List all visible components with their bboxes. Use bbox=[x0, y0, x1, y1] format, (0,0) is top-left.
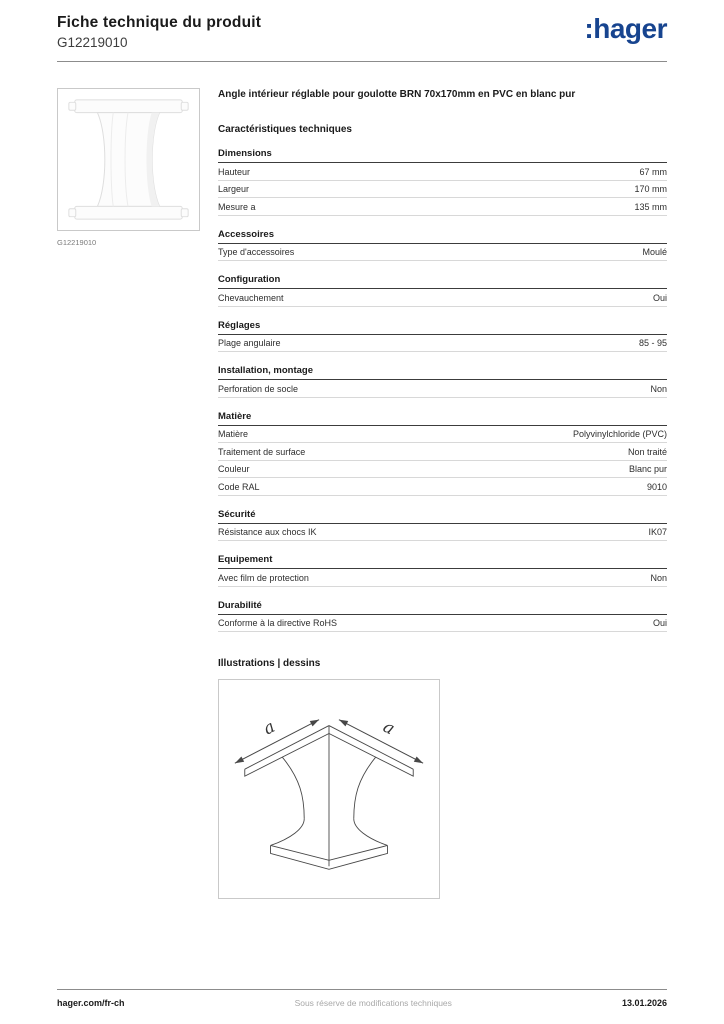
spec-label: Avec film de protection bbox=[218, 572, 309, 583]
spec-row bbox=[218, 380, 667, 398]
spec-row bbox=[218, 335, 667, 353]
spec-label: Couleur bbox=[218, 464, 250, 474]
footer-date: 13.01.2026 bbox=[621, 998, 667, 1008]
spec-row bbox=[218, 524, 667, 542]
spec-value: Moulé bbox=[642, 247, 667, 257]
spec-row bbox=[218, 443, 667, 461]
content-area bbox=[57, 88, 667, 899]
spec-row bbox=[218, 426, 667, 444]
footer-notice: Sous réserve de modifications techniques bbox=[294, 998, 452, 1008]
spec-section-title: Installation, montage bbox=[218, 365, 667, 380]
spec-row bbox=[218, 163, 667, 181]
spec-label: Perforation de socle bbox=[218, 383, 299, 394]
spec-label: Matière bbox=[218, 429, 249, 439]
spec-label: Type d'accessoires bbox=[218, 247, 295, 257]
spec-section-title: Accessoires bbox=[218, 229, 667, 244]
spec-row bbox=[218, 569, 667, 587]
header-divider bbox=[57, 61, 667, 62]
spec-row bbox=[218, 615, 667, 633]
spec-value: 170 mm bbox=[634, 184, 667, 194]
spec-label: Conforme à la directive RoHS bbox=[218, 618, 338, 628]
header-text-block bbox=[57, 14, 261, 50]
spec-column bbox=[218, 88, 667, 899]
spec-section bbox=[218, 320, 667, 353]
spec-value: 9010 bbox=[646, 481, 667, 492]
dimension-label-a-left: a bbox=[259, 716, 278, 739]
spec-section-title: Matière bbox=[218, 411, 667, 426]
spec-section bbox=[218, 274, 667, 307]
spec-section bbox=[218, 600, 667, 633]
spec-value: Oui bbox=[652, 618, 667, 628]
page-header bbox=[57, 14, 667, 50]
spec-section bbox=[218, 365, 667, 398]
spec-label: Résistance aux chocs IK bbox=[218, 527, 317, 537]
product-photo bbox=[58, 89, 199, 230]
spec-section-title: Equipement bbox=[218, 554, 667, 569]
spec-row bbox=[218, 198, 667, 216]
spec-label: Plage angulaire bbox=[218, 338, 281, 348]
spec-value: IK07 bbox=[648, 527, 667, 537]
spec-row bbox=[218, 461, 667, 479]
spec-label: Code RAL bbox=[218, 481, 260, 492]
spec-section-title: Durabilité bbox=[218, 600, 667, 615]
illustrations-heading: Illustrations | dessins bbox=[218, 658, 321, 669]
spec-label: Mesure a bbox=[218, 201, 256, 212]
hager-logo: :hager bbox=[584, 13, 667, 44]
product-photo-caption: G12219010 bbox=[57, 238, 97, 247]
page-title: Fiche technique du produit bbox=[57, 14, 262, 31]
spec-row bbox=[218, 289, 667, 307]
spec-row bbox=[218, 181, 667, 199]
technical-drawing-frame bbox=[218, 679, 440, 899]
spec-value: 135 mm bbox=[634, 201, 667, 212]
dimension-label-a-right: a bbox=[380, 716, 399, 739]
spec-section bbox=[218, 148, 667, 216]
spec-value: 85 - 95 bbox=[638, 338, 667, 348]
product-id: G12219010 bbox=[57, 35, 128, 50]
spec-section-title: Configuration bbox=[218, 274, 667, 289]
spec-label: Largeur bbox=[218, 184, 250, 194]
spec-value: Blanc pur bbox=[628, 464, 667, 474]
specs-heading: Caractéristiques techniques bbox=[218, 124, 352, 135]
product-photo-frame bbox=[57, 88, 200, 231]
spec-section bbox=[218, 411, 667, 496]
product-photo-column bbox=[57, 88, 200, 899]
spec-value: Non bbox=[650, 572, 667, 583]
spec-section bbox=[218, 554, 667, 587]
footer-website-link[interactable]: hager.com/fr-ch bbox=[57, 998, 125, 1008]
spec-section-title: Réglages bbox=[218, 320, 667, 335]
spec-section-title: Sécurité bbox=[218, 509, 667, 524]
spec-label: Hauteur bbox=[218, 166, 251, 177]
spec-row bbox=[218, 244, 667, 262]
spec-row bbox=[218, 478, 667, 496]
product-title: Angle intérieur réglable pour goulotte BRN 70x170mm en PVC en blanc pur bbox=[218, 89, 576, 100]
spec-value: Non traité bbox=[627, 446, 667, 457]
spec-value: Oui bbox=[652, 292, 667, 303]
spec-value: 67 mm bbox=[639, 166, 667, 177]
technical-drawing bbox=[219, 680, 439, 898]
spec-sections bbox=[218, 148, 667, 632]
spec-value: Non bbox=[650, 383, 667, 394]
spec-section bbox=[218, 229, 667, 262]
spec-value: Polyvinylchloride (PVC) bbox=[572, 429, 667, 439]
page-footer bbox=[57, 989, 667, 1008]
spec-label: Traitement de surface bbox=[218, 446, 306, 457]
spec-section bbox=[218, 509, 667, 542]
spec-section-title: Dimensions bbox=[218, 148, 667, 163]
spec-label: Chevauchement bbox=[218, 292, 284, 303]
